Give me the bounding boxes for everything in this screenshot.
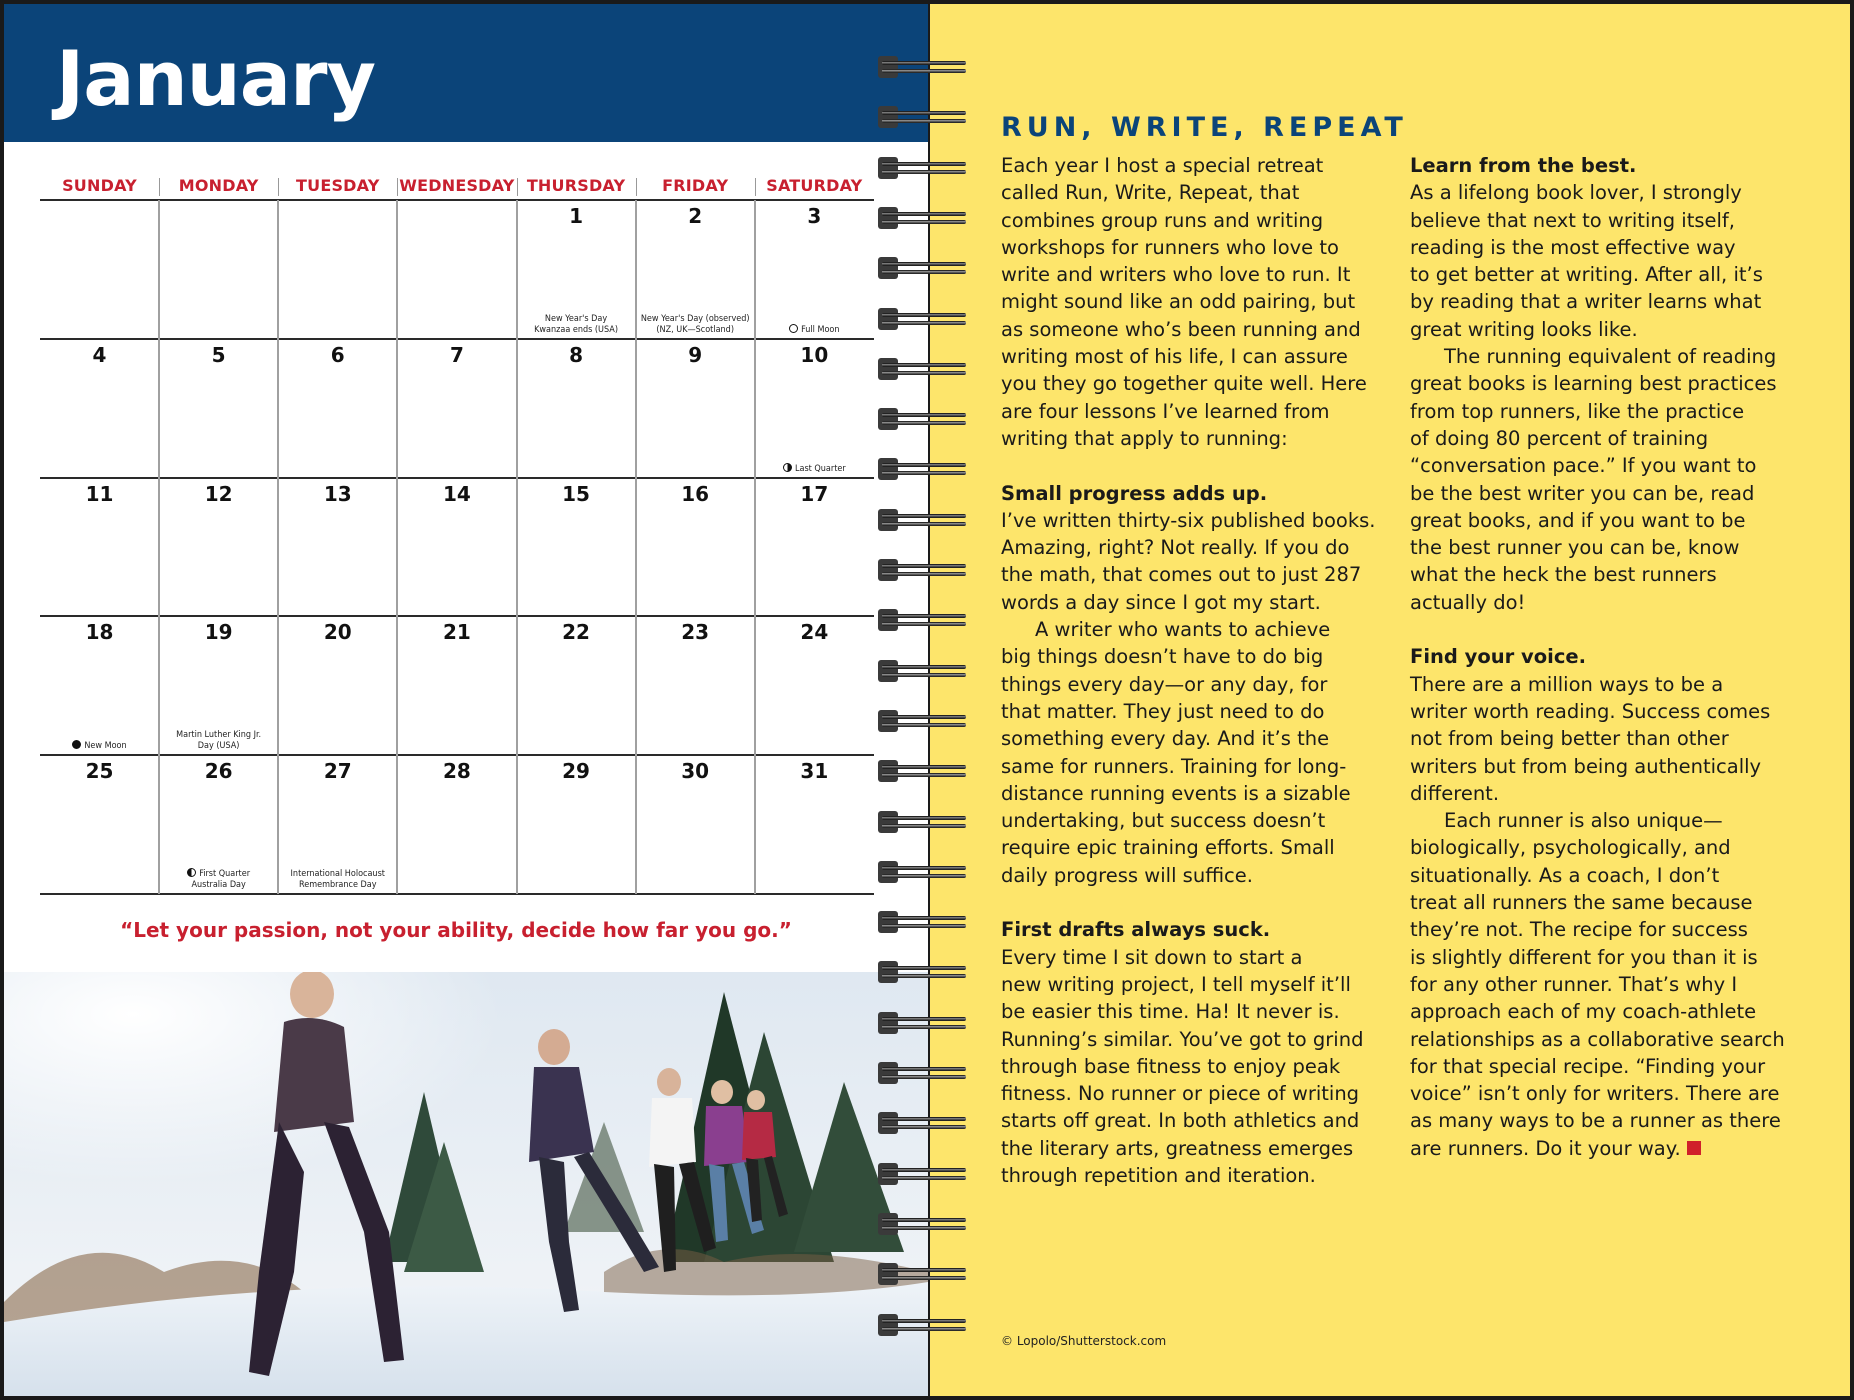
article-paragraph (1410, 179, 1815, 343)
empty-day-cell[interactable] (278, 200, 397, 339)
date-number: 19 (204, 620, 233, 645)
text-line: by reading that a writer learns what (1410, 290, 1762, 314)
holiday-note (636, 314, 755, 336)
binding-ring (876, 706, 976, 736)
note-text: Full Moon (801, 325, 840, 335)
day-cell-3[interactable] (755, 200, 874, 339)
month-title: January (56, 34, 376, 123)
text-line: voice” isn’t only for writers. There are (1410, 1082, 1780, 1106)
date-number: 2 (688, 204, 703, 228)
binding-ring (876, 1159, 976, 1189)
paragraph-gap (1001, 452, 1406, 479)
text-line: workshops for runners who love to (1001, 235, 1339, 259)
section-subheading: Learn from the best. (1410, 154, 1637, 177)
text-line: are four lessons I’ve learned from (1001, 399, 1330, 423)
text-line: great writing looks like. (1410, 317, 1638, 341)
date-number: 28 (442, 759, 471, 784)
date-number: 20 (323, 620, 352, 645)
day-cell-25[interactable] (40, 755, 159, 894)
text-line: you they go together quite well. Here (1001, 372, 1367, 396)
text-line: something every day. And it’s the (1001, 727, 1330, 751)
text-line: write and writers who love to run. It (1001, 263, 1351, 287)
day-cell-6[interactable] (278, 339, 397, 478)
binding-ring (876, 253, 976, 283)
moon-phase-note (755, 463, 874, 475)
note-text: New Moon (84, 741, 127, 752)
day-cell-19[interactable] (159, 616, 278, 755)
text-line: distance running events is a sizable (1001, 781, 1351, 805)
day-cell-18[interactable] (40, 616, 159, 755)
day-cell-16[interactable] (636, 478, 755, 617)
date-number: 9 (688, 342, 703, 367)
day-cell-20[interactable] (278, 616, 397, 755)
binding-ring (876, 454, 976, 484)
day-cell-15[interactable] (517, 478, 636, 617)
day-cell-30[interactable] (636, 755, 755, 894)
paragraph-gap (1410, 616, 1815, 643)
binding-ring (876, 807, 976, 837)
spiral-binding (876, 0, 976, 1400)
article-title: RUN, WRITE, REPEAT (1001, 112, 1408, 143)
text-line: things every day—or any day, for (1001, 672, 1328, 696)
day-cell-17[interactable] (755, 478, 874, 617)
text-line: fitness. No runner or piece of writing (1001, 1082, 1360, 1106)
binding-ring (876, 756, 976, 786)
binding-ring (876, 1209, 976, 1239)
moon-phase-note (40, 740, 159, 752)
section-subheading: Find your voice. (1410, 645, 1587, 669)
binding-ring (876, 605, 976, 635)
text-line: Each year I host a special retreat (1001, 154, 1324, 177)
binding-ring (876, 354, 976, 384)
date-number: 21 (442, 620, 471, 645)
text-line: writer worth reading. Success comes (1410, 699, 1771, 723)
text-line: be easier this time. Ha! It never is. (1001, 1000, 1340, 1024)
binding-ring (876, 857, 976, 887)
note-text: (NZ, UK—Scotland) (656, 325, 734, 335)
date-number: 24 (800, 620, 829, 645)
text-line: The running equivalent of reading (1444, 345, 1777, 369)
article-paragraph (1001, 944, 1406, 1190)
text-line: actually do! (1410, 590, 1526, 614)
text-line: undertaking, but success doesn’t (1001, 809, 1326, 833)
date-number: 22 (562, 620, 590, 645)
note-text: New Year's Day (544, 314, 608, 324)
weekday-saturday: SATURDAY (766, 176, 863, 195)
date-number: 13 (323, 481, 352, 506)
weekday-divider (755, 178, 756, 196)
text-line: might sound like an odd pairing, but (1001, 290, 1356, 314)
text-line: from top runners, like the practice (1410, 399, 1745, 423)
text-line: writing that apply to running: (1001, 426, 1288, 450)
text-line: the math, that comes out to just 287 (1001, 563, 1362, 587)
date-number: 27 (323, 759, 352, 784)
last-moon-icon (783, 463, 792, 472)
weekday-divider (397, 178, 398, 196)
day-cell-9[interactable] (636, 339, 755, 478)
date-number: 8 (569, 342, 583, 367)
text-line: are runners. Do it your way. (1410, 1135, 1815, 1162)
note-text: Day (USA) (197, 741, 240, 752)
article-paragraph (1001, 616, 1406, 889)
text-line: same for runners. Training for long- (1001, 754, 1347, 778)
note-text: Kwanzaa ends (USA) (534, 325, 618, 335)
date-number: 4 (92, 342, 107, 367)
date-number: 7 (449, 342, 464, 367)
day-cell-5[interactable] (159, 339, 278, 478)
binding-ring (876, 555, 976, 585)
day-cell-1[interactable] (517, 200, 636, 339)
text-line: relationships as a collaborative search (1410, 1027, 1785, 1051)
text-line: writers but from being authentically (1410, 754, 1762, 778)
winter-runners-photo (4, 972, 928, 1396)
note-text: Martin Luther King Jr. (176, 730, 262, 741)
text-line: approach each of my coach-athlete (1410, 1000, 1757, 1024)
text-line: be the best writer you can be, read (1410, 481, 1755, 505)
day-cell-13[interactable] (278, 478, 397, 617)
day-cell-28[interactable] (397, 755, 516, 894)
text-line: to get better at writing. After all, it’s (1410, 263, 1763, 287)
date-number: 6 (330, 342, 345, 367)
date-number: 16 (681, 481, 710, 506)
text-line: the literary arts, greatness emerges (1001, 1136, 1354, 1160)
binding-ring (876, 957, 976, 987)
photo-illustration (4, 972, 928, 1396)
first-moon-icon (187, 868, 196, 877)
note-text: Australia Day (191, 880, 246, 891)
date-number: 11 (85, 481, 114, 506)
article-page (930, 4, 1850, 1396)
month-header (4, 4, 928, 142)
binding-ring (876, 153, 976, 183)
date-number: 12 (204, 481, 233, 506)
date-number: 17 (800, 481, 829, 506)
text-line: big things doesn’t have to do big (1001, 645, 1324, 669)
text-line: different. (1410, 781, 1500, 805)
date-number: 25 (85, 759, 114, 784)
text-line: great books, and if you want to be (1410, 508, 1746, 532)
text-line: situationally. As a coach, I don’t (1410, 863, 1720, 887)
holiday-note (159, 730, 278, 752)
date-number: 26 (204, 759, 233, 784)
text-line: great books is learning best practices (1410, 372, 1777, 396)
monthly-quote: “Let your passion, not your ability, decide how far you go.” (120, 918, 792, 942)
text-line: through repetition and iteration. (1001, 1163, 1316, 1187)
binding-ring (876, 1008, 976, 1038)
text-line: is slightly different for you than it is (1410, 945, 1758, 969)
text-line: combines group runs and writing (1001, 208, 1324, 232)
calendar-grid (40, 200, 874, 894)
text-line: Running’s similar. You’ve got to grind (1001, 1027, 1364, 1051)
day-cell-21[interactable] (397, 616, 516, 755)
day-cell-23[interactable] (636, 616, 755, 755)
binding-ring (876, 907, 976, 937)
day-cell-11[interactable] (40, 478, 159, 617)
day-cell-12[interactable] (159, 478, 278, 617)
day-cell-26[interactable] (159, 755, 278, 894)
binding-ring (876, 1058, 976, 1088)
date-number: 3 (807, 204, 822, 228)
note-text: Last Quarter (794, 463, 846, 474)
note-text: New Year's Day (observed) (640, 314, 750, 324)
weekday-wednesday: WEDNESDAY (399, 176, 515, 195)
weekday-sunday: SUNDAY (62, 176, 137, 195)
text-line: not from being better than other (1410, 727, 1729, 751)
date-number: 31 (800, 759, 829, 784)
text-line: writing most of his life, I can assure (1001, 345, 1348, 369)
weekday-divider (159, 178, 160, 196)
weekday-divider (278, 178, 279, 196)
text-line: that matter. They just need to do (1001, 699, 1325, 723)
date-number: 18 (85, 620, 114, 645)
day-cell-8[interactable] (517, 339, 636, 478)
text-line: treat all runners the same because (1410, 891, 1753, 915)
day-cell-29[interactable] (517, 755, 636, 894)
text-line: words a day since I got my start. (1001, 590, 1321, 614)
text-line: I’ve written thirty-six published books. (1001, 508, 1376, 532)
paragraph-gap (1001, 889, 1406, 916)
date-number: 10 (800, 342, 829, 367)
day-cell-24[interactable] (755, 616, 874, 755)
text-line: through base fitness to enjoy peak (1001, 1054, 1341, 1078)
article-column-left (1001, 152, 1406, 1189)
text-line: believe that next to writing itself, (1410, 208, 1735, 232)
date-number: 5 (211, 342, 226, 367)
binding-ring (876, 1310, 976, 1340)
note-text: International Holocaust (290, 869, 385, 880)
day-cell-31[interactable] (755, 755, 874, 894)
holiday-note (278, 869, 397, 891)
day-cell-2[interactable] (636, 200, 755, 339)
binding-ring (876, 404, 976, 434)
weekday-tuesday: TUESDAY (296, 176, 380, 195)
text-line: the best runner you can be, know (1410, 536, 1740, 560)
text-line: as someone who’s been running and (1001, 317, 1361, 341)
binding-ring (876, 505, 976, 535)
text-line: reading is the most effective way (1410, 235, 1736, 259)
empty-day-cell[interactable] (397, 200, 516, 339)
text-line: for that special recipe. “Finding your (1410, 1054, 1766, 1078)
text-line: A writer who wants to achieve (1035, 618, 1331, 642)
empty-day-cell[interactable] (159, 200, 278, 339)
text-line: require epic training efforts. Small (1001, 836, 1335, 860)
binding-ring (876, 203, 976, 233)
new-moon-icon (72, 740, 81, 749)
text-line: biologically, psychologically, and (1410, 836, 1731, 860)
binding-ring (876, 304, 976, 334)
note-text: Remembrance Day (299, 880, 377, 891)
moon-phase-note (755, 324, 874, 336)
weekday-divider (636, 178, 637, 196)
weekday-thursday: THURSDAY (526, 176, 626, 195)
holiday-note (517, 314, 636, 336)
day-cell-4[interactable] (40, 339, 159, 478)
photo-credit: © Lopolo/Shutterstock.com (1001, 1334, 1167, 1348)
binding-ring (876, 102, 976, 132)
text-line: As a lifelong book lover, I strongly (1410, 181, 1742, 205)
text-line: Amazing, right? Not really. If you do (1001, 536, 1350, 560)
article-paragraph (1410, 343, 1815, 616)
empty-day-cell[interactable] (40, 200, 159, 339)
article-paragraph (1001, 507, 1406, 616)
date-number: 30 (681, 759, 710, 784)
date-number: 23 (681, 620, 710, 645)
text-line: they’re not. The recipe for success (1410, 918, 1748, 942)
text-line: of doing 80 percent of training (1410, 426, 1709, 450)
text-line: as many ways to be a runner as there (1410, 1109, 1781, 1133)
binding-ring (876, 1108, 976, 1138)
full-moon-icon (789, 324, 798, 333)
day-cell-14[interactable] (397, 478, 516, 617)
text-line: Every time I sit down to start a (1001, 945, 1303, 969)
moon-phase-note (159, 868, 278, 891)
note-text: First Quarter (199, 869, 251, 880)
text-line: Each runner is also unique— (1444, 809, 1723, 833)
day-cell-7[interactable] (397, 339, 516, 478)
article-paragraph (1001, 152, 1406, 452)
date-number: 1 (569, 204, 583, 228)
day-cell-27[interactable] (278, 755, 397, 894)
binding-ring (876, 52, 976, 82)
date-number: 15 (562, 481, 590, 506)
text-line: daily progress will suffice. (1001, 863, 1253, 887)
binding-ring (876, 1259, 976, 1289)
day-cell-10[interactable] (755, 339, 874, 478)
weekday-friday: FRIDAY (662, 176, 729, 195)
text-line: for any other runner. That’s why I (1410, 972, 1738, 996)
weekday-monday: MONDAY (178, 176, 259, 195)
binding-ring (876, 656, 976, 686)
text-line: new writing project, I tell myself it’ll (1001, 972, 1351, 996)
text-line: “conversation pace.” If you want to (1410, 454, 1757, 478)
article-column-right (1410, 152, 1815, 1162)
date-number: 29 (562, 759, 590, 784)
text-line: what the heck the best runners (1410, 563, 1717, 587)
calendar-page (4, 4, 928, 1396)
article-paragraph (1410, 807, 1815, 1162)
end-of-article-icon (1687, 1141, 1701, 1155)
section-subheading: First drafts always suck. (1001, 918, 1271, 942)
section-subheading: Small progress adds up. (1001, 481, 1268, 505)
weekday-divider (517, 178, 518, 196)
weekday-header-row (40, 176, 874, 200)
day-cell-22[interactable] (517, 616, 636, 755)
text-line: There are a million ways to be a (1410, 672, 1724, 696)
date-number: 14 (442, 481, 471, 506)
article-paragraph (1410, 671, 1815, 807)
text-line: called Run, Write, Repeat, that (1001, 181, 1300, 205)
text-line: starts off great. In both athletics and (1001, 1109, 1360, 1133)
